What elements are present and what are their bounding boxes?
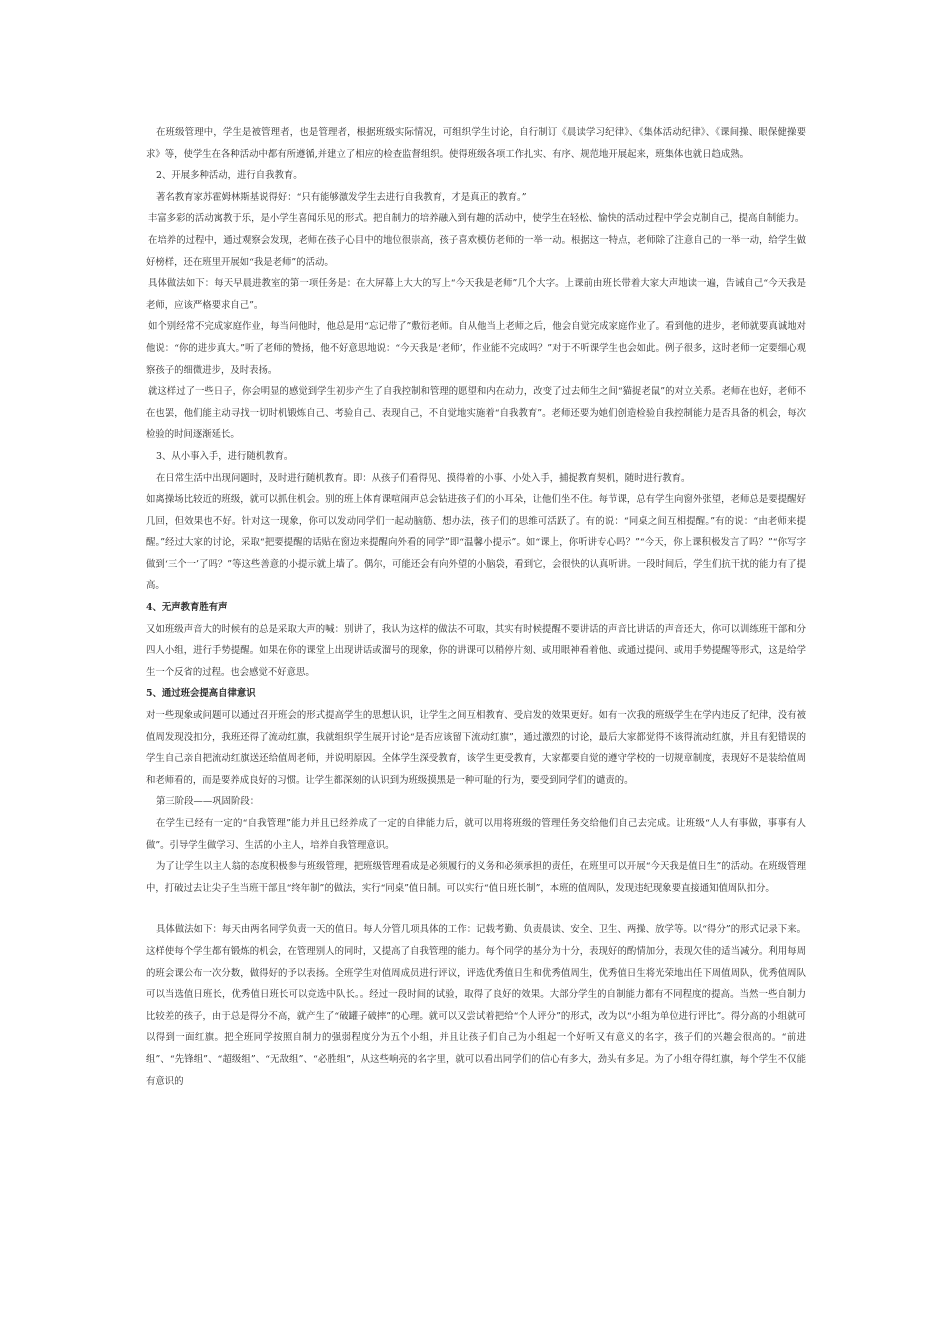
paragraph-duty-student: 为了让学生以主人翁的态度积极参与班级管理，把班级管理看成是必须履行的义务和必须承担的责任，在班里可以开展“今天我是值日生”的活动。在班级管理中，打破过去让尖子生当班干部且“终年制”的做法，实行“同桌”值日制。可以实行“值日班长制”，本班的值周队，发现违纪现象要直接通知值周队扣分。 [146, 861, 806, 894]
paragraph-activities: 丰富多彩的活动寓教于乐，是小学生喜闻乐见的形式。把自制力的培养融入到有趣的活动中，使学生在轻松、愉快的活动过程中学会克制自己，提高自制能力。 [148, 213, 805, 225]
paragraph-teacher-model: 在培养的过程中，通过观察会发现，老师在孩子心目中的地位很崇高，孩子喜欢模仿老师的一举一动。根据这一特点，老师除了注意自己的一举一动，给学生做好榜样，还在班里开展如“我是老师”的活动。 [146, 234, 806, 268]
paragraph-homework-example: 如个别经常不完成家庭作业，每当问他时，他总是用“忘记带了”敷衍老师。自从他当上老师之后，他会自觉完成家庭作业了。看到他的进步，老师就要真诚地对他说：“你的进步真大。”听了老师的赞扬，他不好意思地说：“今天我是‘老师’，作业能不完成吗？”对于不听课学生也会如此。例子很多，这时老师一定要细心观察孩子的细微进步，及时表扬。 [146, 321, 806, 376]
document-body [146, 122, 806, 1092]
paragraph-silent-education: 又如班级声音大的时候有的总是采取大声的喊：别讲了，我认为这样的做法不可取，其实有时候提醒不要讲话的声音比讲话的声音还大，你可以训练班干部和分四人小组，进行手势提醒。如果在你的课堂上出现讲话或溜号的现象，你的讲课可以稍停片刻、或用眼神看着他、或通过提问、或用手势提醒等形式，这是给学生一个反省的过程。也会感觉不好意思。 [146, 623, 806, 678]
paragraph-class-meeting: 对一些现象或问题可以通过召开班会的形式提高学生的思想认识，让学生之间互相教育、受启发的效果更好。如有一次我的班级学生在学内违反了纪律，没有被值周发现没扣分，我班还得了流动红旗，我就组织学生展开讨论“是否应该留下流动红旗”，通过激烈的讨论，最后大家都觉得不该得流动红旗，并且有犯错误的学生自己亲自把流动红旗送还给值周老师，并说明原因。全体学生深受教育，该学生更受教育，大家都要自觉的遵守学校的一切规章制度，表现好不是装给值周和老师看的，而是要养成良好的习惯。让学生都深刻的认识到为班级摸黑是一种可耻的行为，要受到同学们的谴责的。 [146, 710, 806, 786]
paragraph-method-today-teacher: 具体做法如下：每天早晨进教室的第一项任务是：在大屏幕上大大的写上“今天我是老师”几个大字。上课前由班长带着大家大声地读一遍，告诫自己“今天我是老师，应该严格要求自己”。 [146, 278, 806, 311]
section-heading-class-meeting: 5、通过班会提高自律意识 [146, 688, 256, 700]
paragraph-self-control: 就这样过了一些日子，你会明显的感觉到学生初步产生了自我控制和管理的愿望和内在动力，改变了过去师生之间“猫捉老鼠”的对立关系。老师在也好，老师不在也罢，他们能主动寻找一切时机锻炼自己、考验自己、表现自己，不自觉地实施着“自我教育”。老师还要为她们创造检验自我控制能力是否具备的机会，每次检验的时间逐渐延长。 [146, 386, 806, 441]
paragraph-playground-example: 如离操场比较近的班级，就可以抓住机会。别的班上体育课喧闹声总会钻进孩子们的小耳朵，让他们坐不住。每节课，总有学生向窗外张望，老师总是要提醒好几回，但效果也不好。针对这一现象，你可以发动同学们一起动脑筋、想办法，孩子们的思维可活跃了。有的说：“同桌之间互相提醒。”有的说：“由老师来提醒。”经过大家的讨论，采取“把要提醒的话贴在窗边来提醒向外看的同学”即“温馨小提示”。如“课上，你听讲专心吗？”“今天，你上课积极发言了吗？”“你写字做到‘三个一’了吗？”等这些善意的小提示就上墙了。偶尔，可能还会有向外望的小脑袋，看到它，会很快的认真听讲。一段时间后，学生们抗干扰的能力有了提高。 [146, 494, 806, 592]
paragraph-self-management: 在学生已经有一定的“自我管理”能力并且已经养成了一定的自律能力后，就可以用将班级的管理任务交给他们自己去完成。让班级“人人有事做，事事有人做”。引导学生做学习、生活的小主人，培养自我管理意识。 [146, 818, 806, 851]
paragraph-class-management: 在班级管理中，学生是被管理者，也是管理者，根据班级实际情况，可组织学生讨论，自行制订《晨读学习纪律》、《集体活动纪律》、《课间操、眼保健操要求》等，使学生在各种活动中都有所遵循,并建立了相应的检查监督组织。使得班级各项工作扎实、有序、规范地开展起来，班集体也就日趋成熟。 [146, 127, 806, 160]
section-heading-stage-three: 第三阶段——巩固阶段： [156, 796, 260, 808]
paragraph-duty-method: 具体做法如下：每天由两名同学负责一天的值日。每人分管几项具体的工作：记载考勤、负责晨读、安全、卫生、两操、放学等。以“得分”的形式记录下来。这样使每个学生都有锻炼的机会，在管理别人的同时，又提高了自我管理的能力。每个同学的基分为十分，表现好的酌情加分，表现欠佳的适当减分。利用每周的班会课公布一次分数，做得好的予以表扬。全班学生对值周成员进行评议，评选优秀值日生和优秀值周生，优秀值日生将光荣地出任下周值周队，优秀值周队可以当选值日班长，优秀值日班长可以竞选中队长。。经过一段时间的试验，取得了良好的效果。大部分学生的自制能力都有不同程度的提高。当然一些自制力比较差的孩子，由于总是得分不高，就产生了“破罐子破摔”的心理。就可以又尝试着把给“个人评分”的形式，改为以“小组为单位进行评比”。得分高的小组就可以得到一面红旗。把全班同学按照自制力的强弱程度分为五个小组，并且让孩子们自己为小组起一个好听又有意义的名字，孩子们的兴趣会很高的。“前进组”、“先锋组”、“超级组”、“无敌组”、“必胜组”，从这些响亮的名字里，就可以看出同学们的信心有多大，劲头有多足。为了小组夺得红旗，每个学生不仅能有意识的 [146, 924, 806, 1087]
section-heading-silent-education: 4、无声教育胜有声 [146, 602, 228, 614]
section-heading-activities: 2、开展多种活动，进行自我教育。 [156, 170, 303, 182]
paragraph-random-education: 在日常生活中出现问题时，及时进行随机教育。即：从孩子们看得见、摸得着的小事、小处入手，捕捉教育契机，随时进行教育。 [156, 472, 691, 484]
paragraph-quote-educator: 著名教育家苏霍姆林斯基说得好：“只有能够激发学生去进行自我教育，才是真正的教育。” [156, 191, 527, 203]
section-heading-small-things: 3、从小事入手，进行随机教育。 [156, 450, 294, 462]
paragraph-gap [146, 899, 806, 919]
